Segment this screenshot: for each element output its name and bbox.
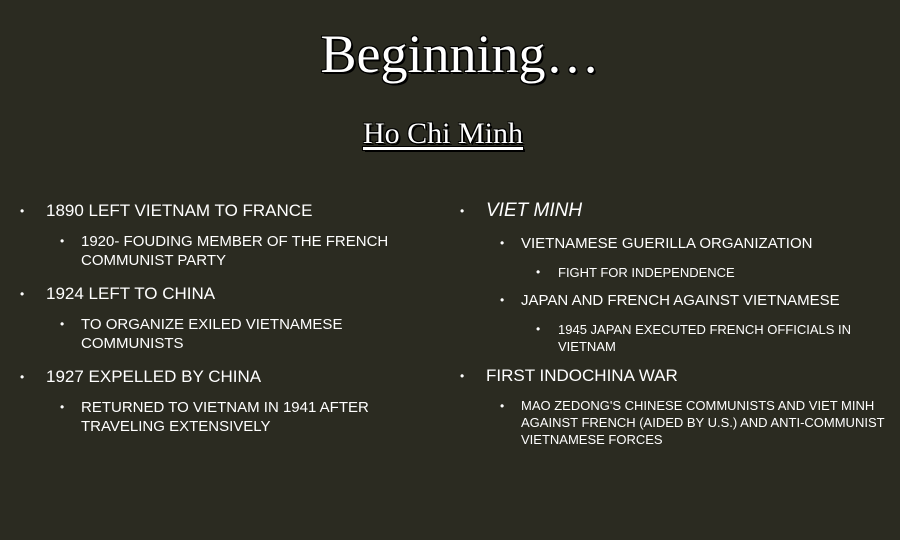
bullet-text: 1890 LEFT VIETNAM TO FRANCE [46, 201, 313, 220]
bullet-icon: • [460, 204, 465, 218]
slide-title: Beginning… [320, 24, 600, 84]
bullet-icon: • [60, 400, 65, 414]
bullet-item [20, 283, 440, 305]
bullet-item [20, 200, 440, 222]
sub-bullet-item [460, 234, 890, 253]
bullet-text: TO ORGANIZE EXILED VIETNAMESE COMMUNISTS [81, 316, 343, 352]
bullet-text: JAPAN AND FRENCH AGAINST VIETNAMESE [521, 292, 840, 309]
bullet-icon: • [60, 234, 65, 248]
bullet-text: 1924 LEFT TO CHINA [46, 284, 216, 303]
sub-bullet-item [460, 291, 890, 310]
bullet-icon: • [20, 204, 25, 218]
bullet-icon: • [460, 369, 465, 383]
bullet-item [460, 200, 890, 222]
bullet-text: 1945 JAPAN EXECUTED FRENCH OFFICIALS IN VIETNAM [558, 322, 852, 354]
bullet-icon: • [536, 265, 541, 279]
sub-bullet-item [460, 397, 890, 448]
bullet-text: VIET MINH [486, 200, 583, 221]
right-bullet-column [460, 200, 890, 448]
slide-subtitle: Ho Chi Minh [362, 117, 524, 150]
sub-bullet-item [20, 398, 440, 436]
bullet-icon: • [60, 317, 65, 331]
sub-bullet-item [20, 315, 440, 353]
left-bullet-column [20, 200, 440, 436]
bullet-icon: • [536, 322, 541, 336]
bullet-text: MAO ZEDONG'S CHINESE COMMUNISTS AND VIET MINH AGAINST FRENCH (AIDED BY U.S.) AND ANTI-COMMUNIST VIETNAMESE FORCES [521, 398, 885, 447]
bullet-text: 1920- FOUDING MEMBER OF THE FRENCH COMMUNIST PARTY [81, 233, 389, 269]
sub-sub-bullet-item [460, 321, 890, 355]
bullet-text: FIGHT FOR INDEPENDENCE [558, 265, 735, 280]
bullet-text: 1927 EXPELLED BY CHINA [46, 367, 262, 386]
bullet-text: VIETNAMESE GUERILLA ORGANIZATION [521, 235, 813, 252]
bullet-text: FIRST INDOCHINA WAR [486, 366, 678, 385]
sub-sub-bullet-item [460, 264, 890, 281]
bullet-text: RETURNED TO VIETNAM IN 1941 AFTER TRAVELING EXTENSIVELY [81, 399, 369, 435]
bullet-icon: • [20, 370, 25, 384]
sub-bullet-item [20, 232, 440, 270]
bullet-icon: • [20, 287, 25, 301]
bullet-icon: • [500, 399, 505, 413]
bullet-icon: • [500, 236, 505, 250]
bullet-icon: • [500, 293, 505, 307]
bullet-item [20, 366, 440, 388]
bullet-item [460, 365, 890, 387]
